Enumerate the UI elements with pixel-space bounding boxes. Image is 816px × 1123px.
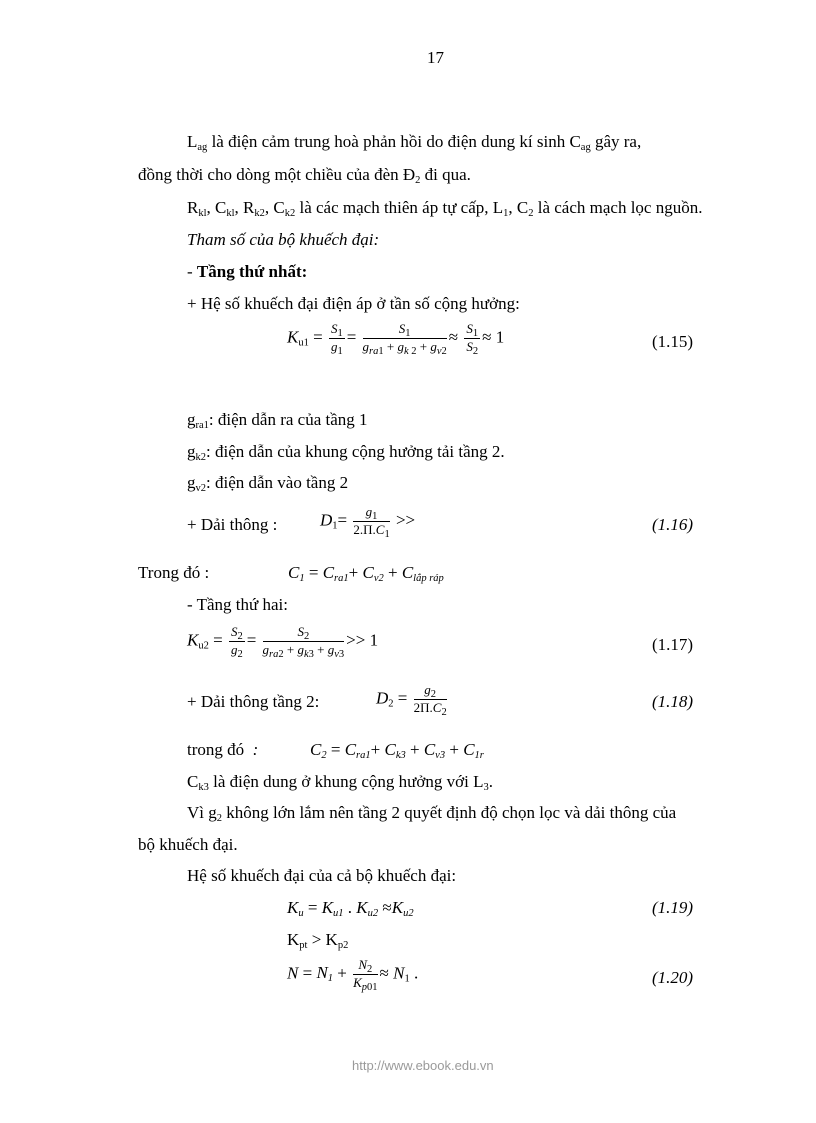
section-heading: Tham số của bộ khuếch đại: bbox=[187, 230, 380, 249]
text-line: $L_{ag}$ là điện cảm trung hoà phản hồi do điện dung kí $\sinh C_{ag}$ gây ra, bbox=[187, 132, 642, 153]
definition-line: $g_{ra1}$: điện dẫn ra của tầng 1 bbox=[187, 410, 368, 431]
subheading: - Tầng thứ nhất: bbox=[187, 262, 308, 281]
equation-1-17: $K_{u2}$ = $\frac{S_2}{g_2}$ = $\frac{S_2}{g_{ra2} + g_{k3} + g_{v3}}$ >> 1 bbox=[187, 624, 379, 660]
equation-number: (1.17) bbox=[652, 635, 694, 654]
equation-number: (1.18) bbox=[652, 692, 694, 711]
text-line: bộ khuếch đại. bbox=[138, 835, 238, 854]
text-line: Trong đó : bbox=[138, 563, 210, 582]
equation-number: (1.15) bbox=[652, 332, 694, 351]
footer-url[interactable]: http://www.ebook.edu.vn bbox=[352, 1058, 494, 1073]
text-line: + Hệ số khuếch đại điện áp ở tần số cộng hưởng: bbox=[187, 294, 520, 313]
text-line: $C_{k3}$ là điện dung ở khung cộng hưởng với $L_3$. bbox=[187, 772, 493, 793]
equation-number: (1.19) bbox=[652, 898, 694, 917]
equation-kpt: $K_{pt} > K_{p2}$ bbox=[287, 930, 349, 951]
equation-1-15: $K_{u1}$ = $\frac{S_1}{g_1}$ = $\frac{S_1}{g_{ra1} + g_{k 2} + g_{v2}}$ ≈ $\frac{S_1}{S_2}$ ≈ 1 bbox=[287, 321, 505, 357]
text-line: Hệ số khuếch đại của cả bộ khuếch đại: bbox=[187, 866, 457, 885]
equation-1-18: $D_2$ = $\frac{g_2}{2\Pi.C_2}$ bbox=[376, 682, 447, 718]
subheading: - Tầng thứ hai: bbox=[187, 595, 288, 614]
text-line: + Dải thông tầng 2: bbox=[187, 692, 320, 711]
equation-c1: $C_1 = C_{ra1}+ C_{v2} + C_{lắp ráp}$ bbox=[288, 563, 444, 584]
equation-1-19: $K_u = K_{u1}$ . $K_{u2} \approx K_{u2}$ bbox=[287, 898, 414, 919]
text-line: đồng thời cho dòng một chiều của đèn $Đ_2$ đi qua. bbox=[138, 165, 471, 186]
page-number: 17 bbox=[427, 48, 444, 67]
equation-c2: $C_2 = C_{ra1}+ C_{k3} + C_{v3} + C_{1r}$ bbox=[310, 740, 484, 761]
definition-line: $g_{k2}$: điện dẫn của khung cộng hưởng tải tầng 2. bbox=[187, 442, 505, 463]
definition-line: $g_{v2}$: điện dẫn vào tầng 2 bbox=[187, 473, 349, 494]
text-line: $R_{kl}$, $C_{kl}$, $R_{k2}$, $C_{k2}$ là các mạch thiên áp tự cấp, $L_1$, $C_2$ là cách mạch lọc nguồn. bbox=[187, 198, 703, 219]
equation-number: (1.16) bbox=[652, 515, 694, 534]
text-line: trong đó : bbox=[187, 740, 259, 759]
text-line: Vì $g_2$ không lớn lắm nên tầng 2 quyết định độ chọn lọc và dải thông của bbox=[187, 803, 677, 824]
equation-number: (1.20) bbox=[652, 968, 694, 987]
text-line: + Dải thông : bbox=[187, 515, 278, 534]
equation-1-16: $D_1=$ $\frac{g_1}{2.\Pi.C_1}$ >> bbox=[320, 504, 416, 540]
equation-1-20: $N = N_1$ + $\frac{N_2}{K_{p01}}$ ≈ $N_1$ . bbox=[287, 957, 419, 993]
